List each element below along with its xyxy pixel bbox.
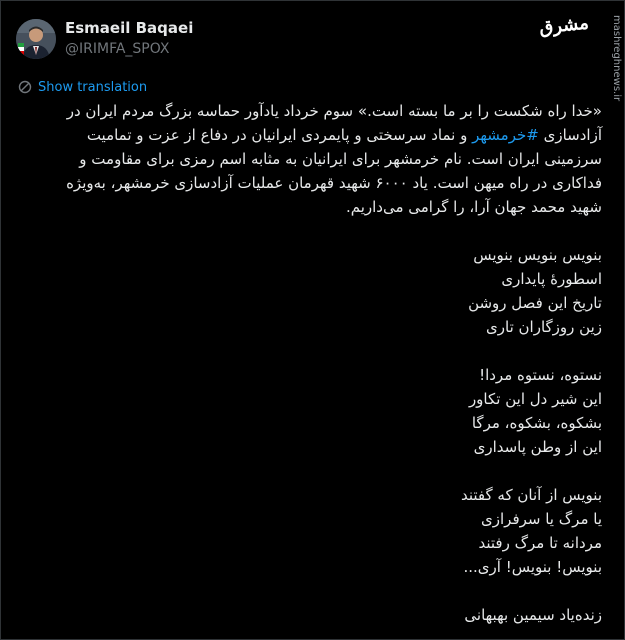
avatar[interactable] xyxy=(16,19,56,59)
show-translation-label: Show translation xyxy=(38,79,148,95)
poem-signature: زنده‌یاد سیمین بهبهانی xyxy=(464,606,602,624)
line-gap xyxy=(62,579,602,603)
poem-line: مردانه تا مرگ رفتند xyxy=(478,534,602,552)
poem-line: بشکوه، بشکوه، مرگا xyxy=(471,414,602,432)
mashregh-site-watermark xyxy=(612,15,622,215)
poem-line: تاریخ این فصل روشن xyxy=(468,294,602,312)
poem-line: اسطورهٔ پایداری xyxy=(501,270,602,288)
line-gap xyxy=(62,219,602,243)
poem-line: نستوه، نستوه مردا! xyxy=(479,366,602,384)
poem-line: این شیر دل این تکاور xyxy=(468,390,602,408)
author-display-name[interactable]: Esmaeil Baqaei xyxy=(65,19,194,37)
mashregh-logo: مشرق xyxy=(538,12,590,39)
line-gap xyxy=(62,459,602,483)
poem-line: این از وطن پاسداری xyxy=(473,438,602,456)
watermark-site-text: mashreghnews.ir xyxy=(611,15,622,102)
tweet-paragraph xyxy=(62,99,602,219)
avatar-portrait-icon xyxy=(16,19,56,59)
tweet-text xyxy=(62,99,602,627)
line-gap xyxy=(62,339,602,363)
poem-line: بنویس از آنان که گفتند xyxy=(461,486,602,504)
author-handle[interactable]: @IRIMFA_SPOX xyxy=(65,41,170,57)
paragraph-text-after-hashtag: و نماد سرسختی و پایمردی ایرانیان در دفاع از عزت و تمامیت سرزمینی ایران است. نام خرمشهر برای ایرانیان به مثابه اسم رمزی برای مقاومت و فداکاری در راه میهن است. یاد ۶۰۰۰ شهید قهرمان عملیات آزادسازی خرمشهر، به‌ویژه شهید محمد جهان آرا، را گرامی می‌داریم. xyxy=(66,126,602,216)
show-translation-button[interactable] xyxy=(18,78,147,96)
poem-line: یا مرگ یا سرفرازی xyxy=(481,510,602,528)
hashtag-link[interactable]: #خرمشهر xyxy=(472,126,539,144)
poem-line: زین روزگاران تاری xyxy=(486,318,602,336)
paragraph-text-before-hashtag: «خدا راه شکست را بر ما بسته است.» سوم خرداد یادآور حماسه بزرگ مردم ایران در آزادسازی xyxy=(66,102,602,144)
poem-line: بنویس! بنویس! آری... xyxy=(463,558,602,576)
poem-line: بنویس بنویس بنویس xyxy=(473,246,602,264)
translate-icon xyxy=(18,80,32,94)
